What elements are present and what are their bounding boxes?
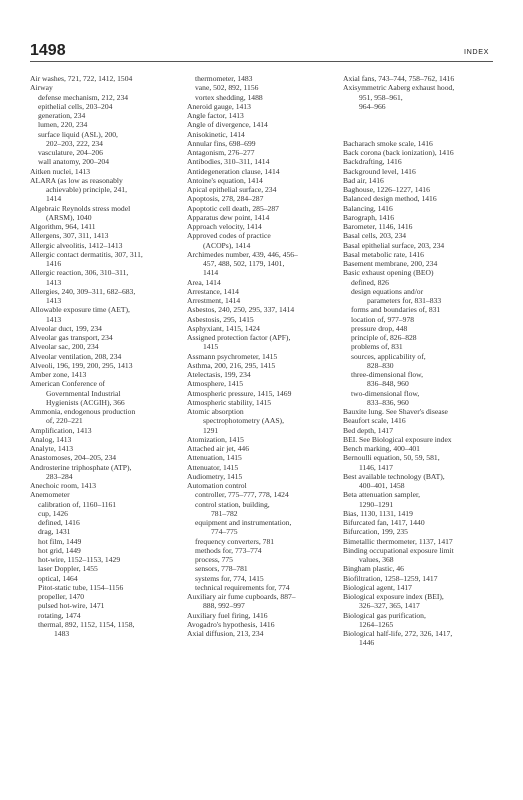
index-subentry: 400–401, 1458 [359, 481, 405, 490]
index-entry: Algorithm, 964, 1411 [30, 222, 96, 231]
index-subentry: laser Doppler, 1455 [38, 564, 98, 574]
index-entry: Balancing, 1416 [343, 203, 393, 213]
index-entry: Bifurcation, 199, 235 [343, 527, 408, 537]
index-entry: Bimetallic thermometer, 1137, 1417 [343, 536, 453, 546]
index-subentry: 1416 [46, 259, 62, 268]
index-entry: Aitken nuclei, 1413 [30, 166, 91, 176]
index-entry: Axial diffusion, 213, 234 [187, 629, 264, 638]
index-entry: Anastomoses, 204–205, 234 [30, 453, 117, 463]
index-entry: Anemometer [30, 490, 70, 500]
index-entry: Beaufort scale, 1416 [343, 416, 406, 426]
index-entry: Approach velocity, 1414 [187, 222, 262, 231]
index-entry: Basal cells, 203, 234 [343, 231, 407, 241]
index-entry: Apical epithelial surface, 234 [187, 185, 277, 194]
index-subentry: 1446 [359, 638, 375, 648]
index-subentry: values, 368 [359, 555, 394, 564]
index-subentry: optical, 1464 [38, 573, 78, 583]
index-entry: Backdrafting, 1416 [343, 157, 402, 167]
index-subentry: 781–782 [211, 508, 238, 518]
index-subentry: defense mechanism, 212, 234 [38, 92, 129, 102]
index-subentry: pressure drop, 448 [351, 323, 408, 333]
index-entry: Area, 1414 [187, 277, 221, 287]
index-entry: Antidegeneration clause, 1414 [187, 166, 280, 176]
index-subentry: equipment and instrumentation, [195, 518, 292, 527]
index-subentry: 457, 488, 502, 1179, 1401, [203, 259, 285, 268]
index-entry: Bias, 1130, 1131, 1419 [343, 508, 413, 518]
index-entry: Algebraic Reynolds stress model [30, 203, 131, 213]
index-entry: Bench marking, 400–401 [343, 444, 420, 453]
index-entry: Asthma, 200, 216, 295, 1415 [187, 360, 276, 370]
column-spacer [343, 130, 491, 139]
index-subentry: generation, 234 [38, 111, 86, 120]
index-entry: Allowable exposure time (AET), [30, 305, 130, 315]
index-entry: Background level, 1416 [343, 166, 416, 176]
index-entry: BEI. See Biological exposure index [343, 434, 452, 444]
index-subentry: calibration of, 1160–1161 [38, 499, 117, 509]
index-subentry: spectrophotometry (AAS), [203, 416, 284, 426]
index-entry: Antoine's equation, 1414 [187, 175, 263, 185]
index-entry: Audiometry, 1415 [187, 471, 243, 481]
index-entry: Atmospheric pressure, 1415, 1469 [187, 388, 292, 398]
index-entry: Alveoli, 196, 199, 200, 295, 1413 [30, 360, 133, 370]
index-entry: Androsterine triphosphate (ATP), [30, 462, 132, 472]
index-subentry: 836–848, 960 [367, 379, 409, 389]
index-entry: Aneroid gauge, 1413 [187, 101, 251, 111]
column-spacer [343, 120, 491, 129]
index-subentry: 964–966 [359, 101, 386, 111]
index-subentry: hot-wire, 1152–1153, 1429 [38, 555, 121, 564]
index-entry: Apparatus dew point, 1414 [187, 212, 270, 222]
index-entry: Arrestance, 1414 [187, 286, 239, 296]
index-subentry: problems of, 831 [351, 342, 403, 352]
index-subentry: sources, applicability of, [351, 351, 426, 361]
index-subentry: control station, building, [195, 499, 270, 509]
index-entry: Allergens, 307, 311, 1413 [30, 231, 109, 241]
index-entry: Allergic contact dermatitis, 307, 311, [30, 249, 143, 259]
index-subentry: thermometer, 1483 [195, 74, 253, 83]
page-number: 1498 [30, 42, 66, 59]
index-entry: Barometer, 1146, 1416 [343, 222, 413, 231]
index-entry: Back corona (back ionization), 1416 [343, 148, 454, 157]
index-subentry: systems for, 774, 1415 [195, 573, 264, 583]
index-entry: Automation control [187, 481, 247, 490]
index-entry: Atmosphere, 1415 [187, 379, 244, 389]
index-entry: Bacharach smoke scale, 1416 [343, 138, 433, 148]
index-entry: Arrestment, 1414 [187, 296, 241, 305]
index-subentry: Governmental Industrial [46, 388, 121, 398]
index-entry: Baghouse, 1226–1227, 1416 [343, 185, 430, 194]
index-entry: Attenuator, 1415 [187, 462, 239, 472]
index-subentry: 1413 [46, 314, 62, 324]
index-subentry: cup, 1426 [38, 508, 68, 518]
index-subentry: epithelial cells, 203–204 [38, 101, 113, 111]
index-entry: Airway [30, 83, 53, 93]
index-entry: Auxiliary air fume cupboards, 887– [187, 592, 296, 601]
index-columns [30, 74, 490, 790]
index-entry: Assmann psychrometer, 1415 [187, 351, 278, 361]
index-entry: Bernoulli equation, 50, 59, 581, [343, 453, 440, 463]
index-subentry: 202–203, 222, 234 [46, 138, 103, 148]
index-entry: Anisokinetic, 1414 [187, 129, 245, 139]
index-subentry: frequency converters, 781 [195, 536, 275, 546]
index-subentry: thermal, 892, 1152, 1154, 1158, [38, 619, 135, 629]
index-subentry: 1483 [54, 629, 70, 638]
index-subentry: lumen, 220, 234 [38, 120, 88, 130]
index-subentry: 1146, 1417 [359, 462, 393, 472]
index-entry: Analog, 1413 [30, 434, 72, 444]
index-entry: Archimedes number, 439, 446, 456– [187, 249, 298, 259]
index-entry: Apoptotic cell death, 285–287 [187, 203, 279, 213]
index-entry: Beta attenuation sampler, [343, 490, 421, 500]
index-subentry: design equations and/or [351, 286, 424, 296]
index-subentry: principle of, 826–828 [351, 333, 417, 342]
index-entry: Binding occupational exposure limit [343, 545, 454, 555]
index-subentry: pulsed hot-wire, 1471 [38, 601, 105, 611]
index-entry: Bingham plastic, 46 [343, 564, 404, 574]
index-entry: Barograph, 1416 [343, 212, 395, 222]
index-subentry: 1413 [46, 296, 62, 305]
index-entry: Antibodies, 310–311, 1414 [187, 157, 270, 167]
index-entry: Biological gas purification, [343, 610, 426, 620]
index-entry: Analyte, 1413 [30, 444, 74, 453]
index-subentry: of, 220–221 [46, 416, 83, 426]
index-entry: Annular fins, 698–699 [187, 138, 256, 148]
index-subentry: three-dimensional flow, [351, 370, 424, 379]
index-entry: Air washes, 721, 722, 1412, 1504 [30, 74, 133, 83]
index-entry: Bauxite lung. See Shaver's disease [343, 407, 448, 416]
index-entry: Axisymmetric Aaberg exhaust hood, [343, 83, 455, 93]
index-entry: Allergies, 240, 309–311, 682–683, [30, 286, 136, 296]
index-subentry: hot grid, 1449 [38, 545, 81, 555]
index-entry: Basement membrane, 200, 234 [343, 259, 438, 268]
index-subentry: defined, 1416 [38, 518, 80, 527]
index-subentry: 1414 [203, 268, 219, 278]
index-entry: American Conference of [30, 379, 106, 389]
index-entry: Alveolar gas transport, 234 [30, 333, 113, 342]
index-entry: Alveolar duct, 199, 234 [30, 323, 102, 333]
index-entry: Alveolar sac, 200, 234 [30, 342, 99, 352]
index-subentry: methods for, 773–774 [195, 545, 262, 555]
index-column-1 [30, 74, 178, 790]
index-entry: Apoptosis, 278, 284–287 [187, 194, 264, 204]
index-subentry: 1413 [46, 277, 62, 287]
index-entry: Allergic reaction, 306, 310–311, [30, 268, 129, 278]
index-subentry: vane, 502, 892, 1156 [195, 83, 259, 93]
index-subentry: 1415 [203, 342, 219, 352]
column-spacer [343, 111, 491, 120]
index-subentry: 283–284 [46, 471, 73, 481]
index-subentry: defined, 826 [351, 277, 389, 287]
index-entry: Angle of divergence, 1414 [187, 120, 268, 130]
index-subentry: location of, 977–978 [351, 314, 415, 324]
index-entry: Asbestosis, 295, 1415 [187, 314, 254, 324]
index-entry: Biological half-life, 272, 326, 1417, [343, 629, 453, 638]
header-rule [30, 61, 493, 62]
index-entry: Biological agent, 1417 [343, 582, 412, 592]
index-column-3 [343, 74, 491, 790]
index-subentry: drag, 1431 [38, 527, 71, 537]
index-subentry: (ACOPs), 1414 [203, 240, 251, 250]
index-subentry: forms and boundaries of, 831 [351, 305, 441, 315]
index-entry: Basic exhaust opening (BEO) [343, 268, 434, 278]
index-entry: Auxiliary fuel firing, 1416 [187, 610, 268, 620]
index-subentry: 326–327, 365, 1417 [359, 601, 420, 611]
index-subentry: 951, 958–961, [359, 92, 403, 102]
index-subentry: propeller, 1470 [38, 592, 85, 601]
index-subentry: 1290–1291 [359, 499, 394, 509]
index-subentry: Hygienists (ACGIH), 366 [46, 397, 125, 407]
index-entry: Amplification, 1413 [30, 425, 92, 435]
index-entry: Atomization, 1415 [187, 434, 244, 444]
running-head: INDEX [464, 47, 489, 56]
index-entry: Asbestos, 240, 250, 295, 337, 1414 [187, 305, 295, 315]
index-subentry: hot film, 1449 [38, 536, 82, 546]
index-subentry: 774–775 [211, 527, 238, 537]
index-subentry: 1291 [203, 425, 219, 435]
index-subentry: Pitot-static tube, 1154–1156 [38, 582, 124, 592]
index-subentry: (ARSM), 1040 [46, 212, 92, 222]
index-entry: Alveolar ventilation, 208, 234 [30, 351, 122, 361]
index-entry: Antagonism, 276–277 [187, 148, 255, 157]
index-subentry: technical requirements for, 774 [195, 582, 290, 592]
index-entry: Atomic absorption [187, 407, 244, 416]
index-entry: Balanced design method, 1416 [343, 194, 437, 204]
index-entry: Axial fans, 743–744, 758–762, 1416 [343, 74, 455, 83]
index-subentry: wall anatomy, 200–204 [38, 157, 110, 167]
index-entry: Ammonia, endogenous production [30, 407, 136, 416]
index-entry: Bifurcated fan, 1417, 1440 [343, 518, 425, 527]
index-subentry: 1414 [46, 194, 62, 204]
index-entry: Bad air, 1416 [343, 175, 384, 185]
index-subentry: surface liquid (ASL), 200, [38, 129, 118, 139]
index-entry: Avogadro's hypothesis, 1416 [187, 619, 275, 629]
index-subentry: achievable) principle, 241, [46, 185, 127, 194]
index-subentry: vasculature, 204–206 [38, 148, 103, 157]
index-entry: Basal epithelial surface, 203, 234 [343, 240, 445, 250]
index-entry: Biological exposure index (BEI), [343, 592, 444, 601]
index-subentry: two-dimensional flow, [351, 388, 420, 398]
index-entry: Atmospheric stability, 1415 [187, 397, 272, 407]
index-subentry: process, 775 [195, 555, 233, 564]
index-subentry: rotating, 1474 [38, 610, 81, 620]
index-subentry: sensors, 778–781 [195, 564, 248, 574]
index-subentry: controller, 775–777, 778, 1424 [195, 490, 289, 500]
index-subentry: 828–830 [367, 360, 394, 370]
index-entry: Anechoic room, 1413 [30, 481, 97, 490]
index-entry: ALARA (as low as reasonably [30, 175, 123, 185]
index-entry: Assigned protection factor (APF), [187, 333, 291, 342]
index-entry: Allergic alveolitis, 1412–1413 [30, 240, 123, 250]
index-entry: Biofiltration, 1258–1259, 1417 [343, 573, 438, 583]
index-subentry: 1264–1265 [359, 619, 394, 629]
index-entry: Asphyxiant, 1415, 1424 [187, 323, 260, 333]
index-subentry: 833–836, 960 [367, 397, 409, 407]
index-entry: Angle factor, 1413 [187, 111, 244, 120]
index-entry: Attenuation, 1415 [187, 453, 242, 463]
index-entry: Atelectasis, 199, 234 [187, 370, 251, 379]
index-column-2 [187, 74, 335, 790]
index-entry: Amber zone, 1413 [30, 370, 87, 379]
index-entry: Basal metabolic rate, 1416 [343, 249, 424, 259]
index-subentry: 888, 992–997 [203, 601, 245, 611]
index-entry: Best available technology (BAT), [343, 471, 445, 481]
index-entry: Approved codes of practice [187, 231, 271, 241]
index-entry: Attached air jet, 446 [187, 444, 249, 453]
index-subentry: vortex shedding, 1488 [195, 92, 263, 102]
index-entry: Bed depth, 1417 [343, 425, 393, 435]
index-subentry: parameters for, 831–833 [367, 296, 442, 305]
